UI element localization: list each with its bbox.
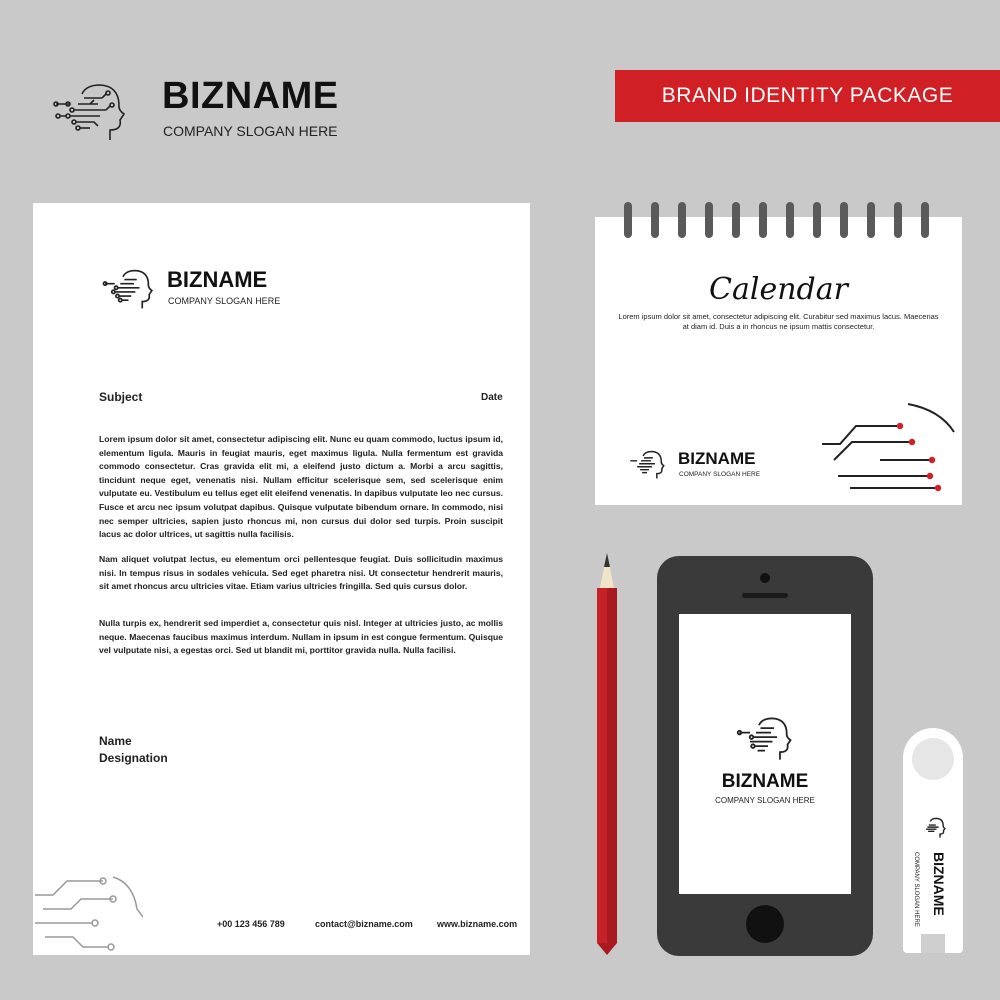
binding-ring [624,202,632,238]
name-label: Name [99,734,132,748]
body-paragraph: Nam aliquet volutpat lectus, eu elementum orci pellentesque feugiat. Duis sollicitudin maximus nisi. In tempus risus in sodales vehicula. Sed eget pharetra nisi. Ut consectetur hendrerit mauris, sit amet rhoncus arcu ultricies vitae. Etiam varius ultricies fringilla. Sed quis cursus dolor. [99,554,503,592]
binding-ring [732,202,740,238]
designation-label: Designation [99,751,168,765]
binding-ring [921,202,929,238]
contact-email: contact@bizname.com [315,919,413,929]
contact-website: www.bizname.com [437,919,518,929]
circuit-head-icon [735,714,795,764]
binding-ring [840,202,848,238]
binding-ring [813,202,821,238]
binding-ring [894,202,902,238]
subject-label: Subject [99,390,143,404]
binding-ring [759,202,767,238]
binding-ring [705,202,713,238]
circuit-head-icon [101,267,156,312]
home-button[interactable] [746,905,784,943]
binding-ring [786,202,794,238]
binding-ring [867,202,875,238]
phone-brand: BIZNAME [721,771,809,792]
contact-phone: +00 123 456 789 [217,919,285,929]
body-paragraph: Lorem ipsum dolor sit amet, consectetur adipiscing elit. Nunc eu quam commodo, luctus ipsum id, elementum ligula. Mauris in feugiat mauris, eget maximus ligula. Nulla fermentum est gravida commodo consectetur. Cras gravida elit mi, a eleifend justo dictum a. Morbi a arcu sagittis, tincidunt neque eget, venenatis nisi. Nullam efficitur scelerisque sem, sed scelerisque enim vulputate eu. Vestibulum eu tellus eget elit eleifend venenatis. In dapibus vulputate leo nec cursus. Fusce et arcu nec ipsum volutpat dapibus. Quisque vulputate bibendum ornare. In commodo, nisi nec semper ultricies, sapien justo rhoncus mi, non cursus dui dolor sed turpis. Proin suscipit lacus ac dolor ultrices, ut sagittis nulla facilisis. [99,434,503,540]
circuit-head-icon [919,814,947,842]
phone-speaker [742,593,788,598]
usb-brand: BIZNAME [931,852,947,916]
usb-connector [921,934,945,953]
mobile-phone [657,556,873,956]
circuit-head-icon [627,449,667,481]
brand-slogan: COMPANY SLOGAN HERE [163,123,338,139]
phone-slogan: COMPANY SLOGAN HERE [715,796,815,805]
usb-drive [903,728,963,953]
usb-slogan: COMPANY SLOGAN HERE [913,852,919,927]
phone-screen [679,614,851,894]
pencil-icon [592,553,622,955]
usb-cap [912,738,954,780]
phone-camera [760,573,770,583]
calendar-title: Calendar [709,272,848,307]
letterhead-slogan: COMPANY SLOGAN HERE [168,296,281,306]
letterhead [33,203,530,955]
letterhead-brand: BIZNAME [167,267,268,292]
body-paragraph: Nulla turpis ex, hendrerit sed imperdiet a, consectetur quis nisl. Integer at ultricies justo, ac mollis neque. Maecenas faucibus maximus interdum. Nullam in ipsum in est congue fermentum. Quisque vel vulputate nisi, a egestas orci. Sed ut blandit mi, porttitor gravida nulla. Nulla facilisi. [99,618,503,656]
circuit-head-icon [50,80,130,145]
calendar-brand: BIZNAME [678,449,756,468]
binding-ring [678,202,686,238]
calendar [595,217,962,505]
brand-identity-banner: BRAND IDENTITY PACKAGE [615,70,1000,122]
calendar-slogan: COMPANY SLOGAN HERE [679,471,761,478]
date-label: Date [481,392,503,403]
circuit-head-watermark-icon [33,873,143,955]
calendar-text: Lorem ipsum dolor sit amet, consectetur adipiscing elit. Curabitur sed maximus lacus. Maecenas at diam id. Duis a in rhoncus ne ipsum mattis consectetur. [618,312,939,331]
brand-name: BIZNAME [162,75,339,117]
binding-ring [651,202,659,238]
circuit-decoration-icon [820,402,962,505]
